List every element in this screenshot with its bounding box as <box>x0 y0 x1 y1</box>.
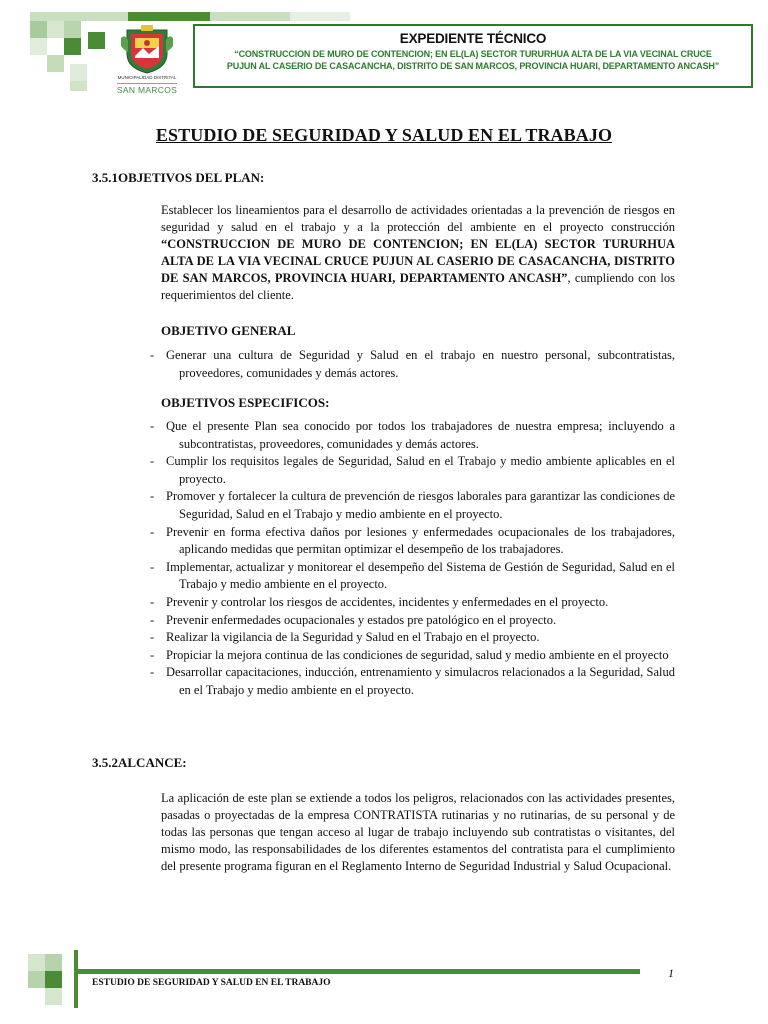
list-item-text: Prevenir y controlar los riesgos de accidentes, incidentes y enfermedades en el proyecto. <box>166 594 609 609</box>
logo-name: SAN MARCOS <box>116 85 178 95</box>
objetivos-intro <box>161 202 675 304</box>
objetivos-especificos-heading: OBJETIVOS ESPECIFICOS: <box>161 395 330 410</box>
document-title: ESTUDIO DE SEGURIDAD Y SALUD EN EL TRABAJO <box>155 125 613 145</box>
list-item-text: Promover y fortalecer la cultura de prevención de riesgos laborales para garantizar las condiciones de Seguridad, Salud en el Trabajo y medio ambiente en el proyecto. <box>166 489 675 521</box>
list-item-text: Desarrollar capacitaciones, inducción, entrenamiento y simulacros relacionados a la Seguridad, Salud en el Trabajo y medio ambiente en el proyecto. <box>166 665 675 697</box>
coat-of-arms-icon <box>121 24 173 74</box>
list-item: - Realizar la vigilancia de la Seguridad y Salud en el Trabajo en el proyecto. <box>150 629 675 647</box>
logo-caption: MUNICIPALIDAD DISTRITAL <box>117 75 177 80</box>
footer-title: ESTUDIO DE SEGURIDAD Y SALUD EN EL TRABAJO <box>92 978 331 988</box>
specific-objectives-list <box>150 418 675 700</box>
header-subtitle-line1: “CONSTRUCCION DE MURO DE CONTENCION; EN EL(LA) SECTOR TURURHUA ALTA DE LA VIA VECINAL CRUCE <box>234 49 712 59</box>
section-heading-objetivos: 3.5.1OBJETIVOS DEL PLAN: <box>92 170 265 185</box>
intro-text: Establecer los lineamientos para el desarrollo de actividades orientadas a la prevención de riesgos en seguridad y salud en el trabajo y a la protección del ambiente en el proyecto construcción <box>161 203 675 234</box>
list-item: - Prevenir enfermedades ocupacionales y estados pre patológico en el proyecto. <box>150 612 675 630</box>
list-item: - Implementar, actualizar y monitorear el desempeño del Sistema de Gestión de Seguridad, Salud en el Trabajo y medio ambiente en el proyecto. <box>150 559 675 594</box>
list-item-text: Prevenir enfermedades ocupacionales y estados pre patológico en el proyecto. <box>166 612 557 627</box>
list-item-text: Que el presente Plan sea conocido por todos los trabajadores de nuestra empresa; incluyendo a subcontratistas, proveedores, comunidades y demás actores. <box>166 419 675 451</box>
list-item-text: Prevenir en forma efectiva daños por lesiones y enfermedades ocupacionales de los trabajadores, aplicando medidas que permitan optimizar el desempeño de los trabajadores. <box>166 524 675 557</box>
list-item: - Generar una cultura de Seguridad y Salud en el trabajo en nuestro personal, subcontratistas, proveedores, comunidades y demás actores. <box>150 347 675 382</box>
list-item-text: Implementar, actualizar y monitorear el desempeño del Sistema de Gestión de Seguridad, Salud en el Trabajo y medio ambiente en el proyecto. <box>166 559 675 592</box>
list-item-text: Generar una cultura de Seguridad y Salud en el trabajo en nuestro personal, subcontratistas, proveedores, comunidades y demás actores. <box>166 348 675 380</box>
alcance-text: La aplicación de este plan se extiende a todos los peligros, relacionados con las actividades presentes, pasadas o proyectadas de la empresa CONTRATISTA rutinarias y no rutinarias, de su personal y de todas las personas que tengan acceso al lugar de trabajo incluyendo sub contratistas o visitantes, del mismo modo, las responsabilidades de los diferentes estamentos del contratista para el cumplimiento del presente programa figuran en el Reglamento Interno de Seguridad Industrial y Salud Ocupacional. <box>161 791 675 873</box>
intro-text-end: , cumpliendo con los requerimientos del cliente. <box>161 271 676 302</box>
list-item-text: Propiciar la mejora continua de las condiciones de seguridad, salud y medio ambiente en el proyecto <box>166 647 669 662</box>
section-heading-alcance: 3.5.2ALCANCE: <box>92 755 187 770</box>
page-number: 1 <box>668 966 674 980</box>
objetivo-general-heading: OBJETIVO GENERAL <box>161 323 296 338</box>
list-item-text: Realizar la vigilancia de la Seguridad y Salud en el Trabajo en el proyecto. <box>166 630 540 645</box>
list-item: - Prevenir y controlar los riesgos de accidentes, incidentes y enfermedades en el proyecto. <box>150 594 675 612</box>
list-item: - Prevenir en forma efectiva daños por lesiones y enfermedades ocupacionales de los trabajadores, aplicando medidas que permitan optimizar el desempeño de los trabajadores. <box>150 524 675 559</box>
list-item: - Propiciar la mejora continua de las condiciones de seguridad, salud y medio ambiente en el proyecto <box>150 647 675 665</box>
list-item: - Que el presente Plan sea conocido por todos los trabajadores de nuestra empresa; incluyendo a subcontratistas, proveedores, comunidades y demás actores. <box>150 418 675 453</box>
municipality-logo <box>112 24 182 100</box>
list-item: - Desarrollar capacitaciones, inducción, entrenamiento y simulacros relacionados a la Seguridad, Salud en el Trabajo y medio ambiente en el proyecto. <box>150 664 675 699</box>
list-item-text: Cumplir los requisitos legales de Seguridad, Salud en el Trabajo y medio ambiente aplicables en el proyecto. <box>166 454 675 486</box>
header-title: EXPEDIENTE TÉCNICO <box>399 31 547 46</box>
header-title-box <box>193 24 753 88</box>
list-item: - Promover y fortalecer la cultura de prevención de riesgos laborales para garantizar las condiciones de Seguridad, Salud en el Trabajo y medio ambiente en el proyecto. <box>150 488 675 523</box>
list-item: - Cumplir los requisitos legales de Seguridad, Salud en el Trabajo y medio ambiente aplicables en el proyecto. <box>150 453 675 488</box>
project-name: “CONSTRUCCION DE MURO DE CONTENCION; EN EL(LA) SECTOR TURURHUA ALTA DE LA VIA VECINAL CRUCE PUJUN AL CASERIO DE CASACANCHA, DISTRITO DE SAN MARCOS, PROVINCIA HUARI, DEPARTAMENTO ANCASH” <box>161 237 675 285</box>
header-subtitle-line2: PUJUN AL CASERIO DE CASACANCHA, DISTRITO DE SAN MARCOS, PROVINCIA HUARI, DEPARTAMENTO ANCASH” <box>226 61 720 71</box>
general-objectives-list <box>150 347 675 382</box>
